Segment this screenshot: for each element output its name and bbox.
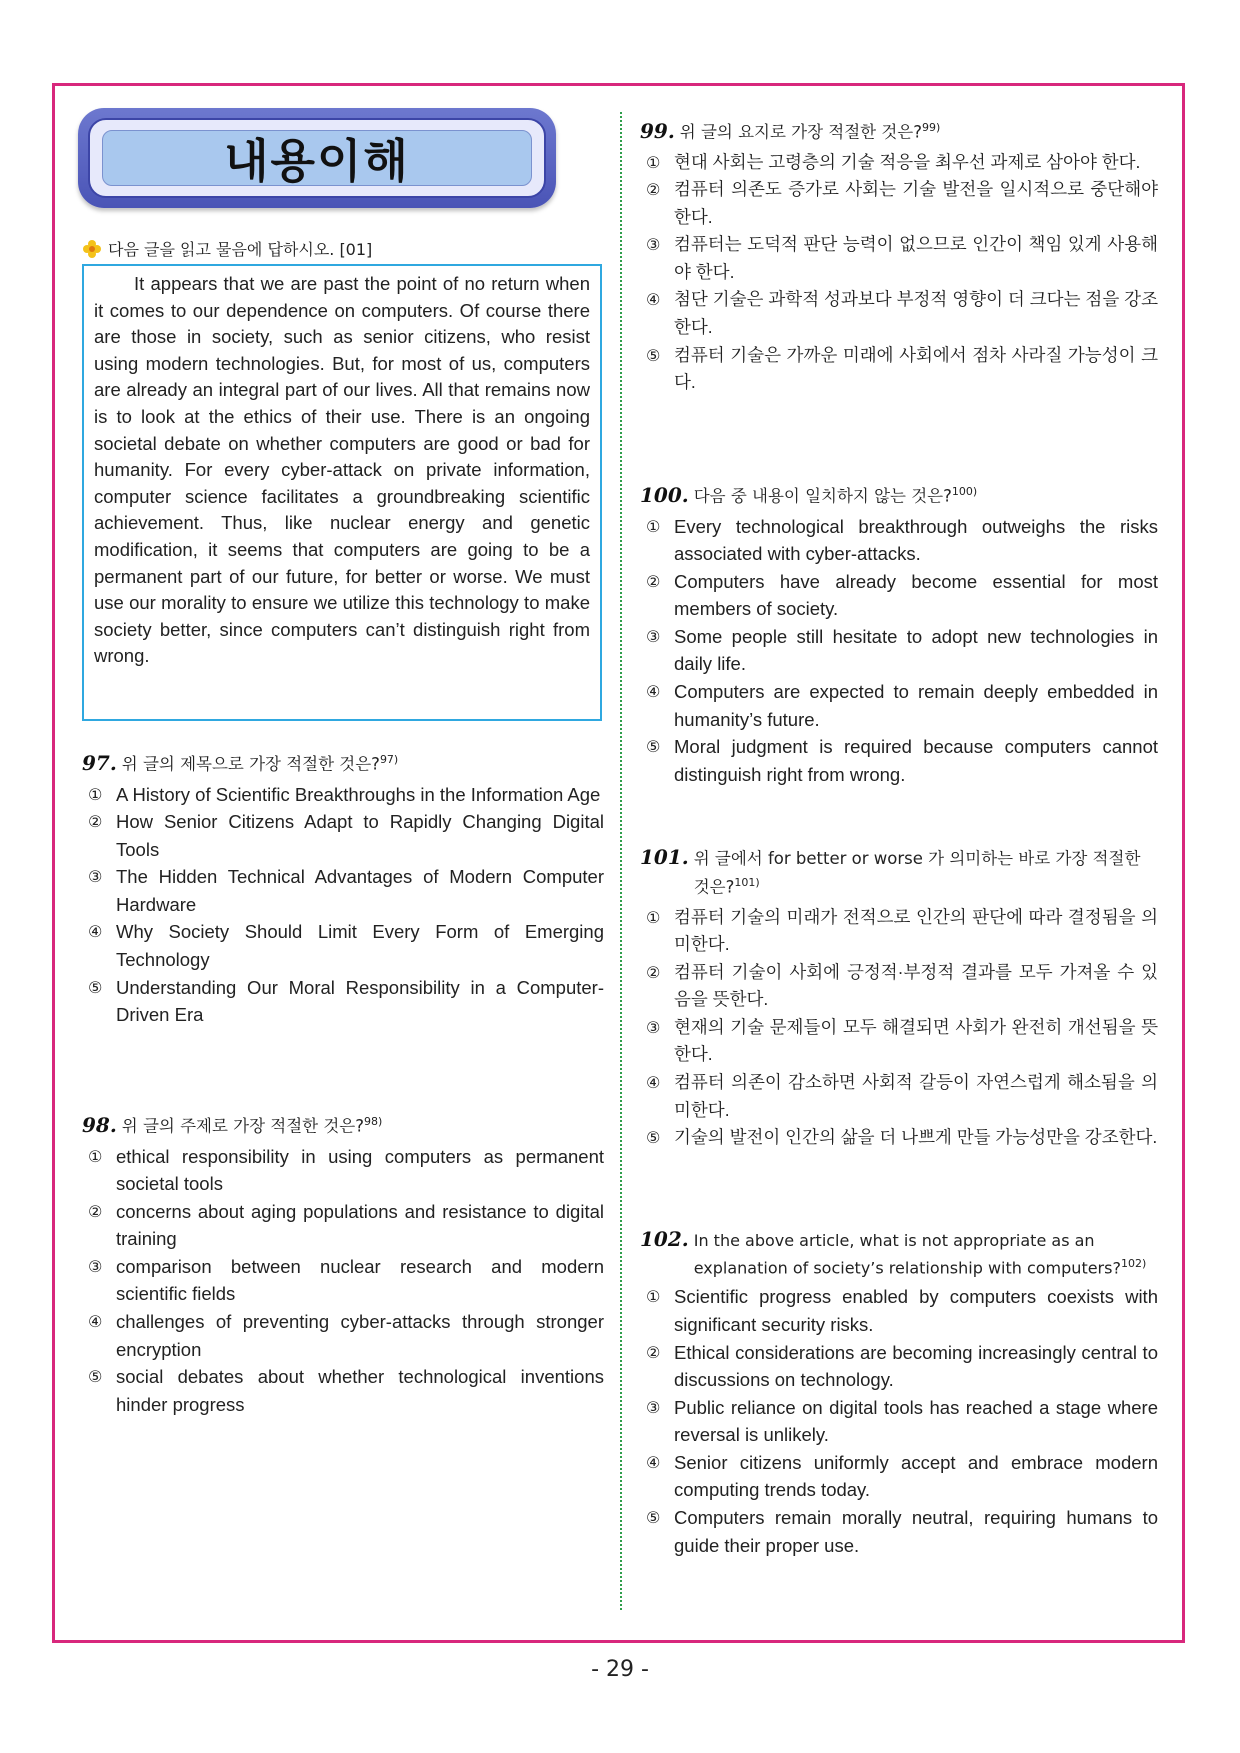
option-mark: ⑤ xyxy=(646,1508,661,1528)
section-title: 내용이해 xyxy=(224,134,410,188)
question-number: 99. xyxy=(640,118,675,143)
column-divider xyxy=(620,112,622,1610)
option-mark: ⑤ xyxy=(88,977,103,997)
option-text: challenges of preventing cyber-attacks through stronger encryption xyxy=(116,1311,604,1360)
option-2[interactable] xyxy=(640,1339,1158,1394)
option-3[interactable] xyxy=(640,1394,1158,1449)
passage-box xyxy=(82,264,602,721)
option-mark: ② xyxy=(646,1342,661,1362)
question-text: In the above article, what is not appropriate as an explanation of society’s relationship with computers? xyxy=(693,1231,1121,1278)
option-text: 컴퓨터 기술은 가까운 미래에 사회에서 점차 사라질 가능성이 크다. xyxy=(674,344,1158,393)
option-3[interactable] xyxy=(82,863,604,918)
option-text: 컴퓨터 기술이 사회에 긍정적·부정적 결과를 모두 가져올 수 있음을 뜻한다. xyxy=(674,961,1158,1010)
option-mark: ② xyxy=(646,962,661,982)
question-97 xyxy=(82,748,604,1029)
option-mark: ② xyxy=(88,1201,103,1221)
question-102 xyxy=(640,1228,1158,1559)
instruction xyxy=(82,237,372,260)
option-list xyxy=(82,1143,604,1419)
instruction-text: 다음 글을 읽고 물음에 답하시오. [01] xyxy=(108,240,373,259)
footnote-marker: 100) xyxy=(951,485,978,498)
option-1[interactable] xyxy=(640,904,1158,959)
option-4[interactable] xyxy=(82,1308,604,1363)
option-4[interactable] xyxy=(640,678,1158,733)
footnote-marker: 101) xyxy=(734,876,760,889)
option-mark: ④ xyxy=(646,1073,661,1093)
option-list xyxy=(640,904,1158,1152)
option-text: Why Society Should Limit Every Form of Emerging Technology xyxy=(116,921,604,971)
footnote-marker: 102) xyxy=(1120,1257,1147,1270)
question-text: 위 글의 주제로 가장 적절한 것은? xyxy=(121,1116,364,1136)
option-mark: ① xyxy=(88,784,103,804)
option-2[interactable] xyxy=(640,176,1158,231)
option-mark: ④ xyxy=(646,1452,661,1472)
footnote-marker: 99) xyxy=(922,121,941,134)
question-stem xyxy=(82,748,604,777)
question-text: 다음 중 내용이 일치하지 않는 것은? xyxy=(693,486,952,506)
section-title-core xyxy=(102,130,532,186)
option-5[interactable] xyxy=(640,1504,1158,1559)
section-title-inner xyxy=(88,118,546,198)
option-text: Computers are expected to remain deeply embedded in humanity’s future. xyxy=(674,681,1158,730)
option-text: ethical responsibility in using computers as permanent societal tools xyxy=(116,1145,604,1195)
option-1[interactable] xyxy=(640,149,1158,177)
option-4[interactable] xyxy=(640,1069,1158,1124)
option-text: How Senior Citizens Adapt to Rapidly Changing Digital Tools xyxy=(116,811,604,860)
option-text: comparison between nuclear research and modern scientific fields xyxy=(116,1255,604,1305)
option-text: Public reliance on digital tools has reached a stage where reversal is unlikely. xyxy=(674,1396,1158,1446)
question-stem xyxy=(640,845,1158,900)
option-text: 컴퓨터 의존도 증가로 사회는 기술 발전을 일시적으로 중단해야 한다. xyxy=(674,179,1158,227)
option-mark: ② xyxy=(646,180,661,200)
question-stem xyxy=(640,1228,1158,1279)
option-3[interactable] xyxy=(640,623,1158,678)
question-101 xyxy=(640,845,1158,1152)
option-mark: ⑤ xyxy=(646,1128,661,1148)
question-number: 98. xyxy=(82,1112,117,1137)
option-text: concerns about aging populations and resistance to digital training xyxy=(116,1200,604,1250)
option-5[interactable] xyxy=(640,342,1158,397)
question-text: 위 글의 요지로 가장 적절한 것은? xyxy=(679,122,922,142)
option-list xyxy=(640,1283,1158,1559)
option-3[interactable] xyxy=(640,1014,1158,1069)
option-4[interactable] xyxy=(640,286,1158,341)
option-text: 기술의 발전이 인간의 삶을 더 나쁘게 만들 가능성만을 강조한다. xyxy=(674,1127,1158,1148)
question-text: 위 글의 제목으로 가장 적절한 것은? xyxy=(121,754,380,774)
question-number: 100. xyxy=(640,482,689,507)
passage-text: It appears that we are past the point of no return when it comes to our dependence on computers. Of course there are those in society, such as senior citizens, who resist using modern technologies. But, for most of us, computers are already an integral part of our lives. All that remains now is to look at the ethics of their use. There is an ongoing societal debate on whether computers are good or bad for humanity. For every cyber-attack on private information, computer science facilitates a groundbreaking scientific achievement. Thus, like nuclear energy and genetic modification, it seems that computers are going to be a permanent part of our future, for better or worse. We must use our morality to ensure we utilize this technology to make society better, since computers can’t distinguish right from wrong. xyxy=(94,273,590,667)
page-number: - 29 - xyxy=(591,1657,649,1682)
option-text: 컴퓨터 의존이 감소하면 사회적 갈등이 자연스럽게 해소됨을 의미한다. xyxy=(674,1072,1158,1120)
option-mark: ④ xyxy=(88,922,103,942)
option-text: Understanding Our Moral Responsibility in a Computer-Driven Era xyxy=(116,976,604,1026)
option-mark: ③ xyxy=(646,235,661,255)
option-mark: ⑤ xyxy=(88,1367,103,1387)
question-stem xyxy=(640,480,1158,509)
option-mark: ① xyxy=(646,1287,661,1307)
option-1[interactable] xyxy=(640,513,1158,568)
question-number: 101. xyxy=(640,845,689,869)
question-number: 97. xyxy=(82,750,117,775)
option-text: 컴퓨터는 도덕적 판단 능력이 없으므로 인간이 책임 있게 사용해야 한다. xyxy=(674,234,1158,282)
option-5[interactable] xyxy=(82,974,604,1029)
option-mark: ⑤ xyxy=(646,345,661,365)
option-1[interactable] xyxy=(82,781,604,809)
option-text: Moral judgment is required because computers cannot distinguish right from wrong. xyxy=(674,736,1158,785)
option-mark: ③ xyxy=(88,1256,103,1276)
question-stem xyxy=(640,116,1158,145)
option-text: Every technological breakthrough outweighs the risks associated with cyber-attacks. xyxy=(674,515,1158,565)
option-text: 첨단 기술은 과학적 성과보다 부정적 영향이 더 크다는 점을 강조한다. xyxy=(674,289,1158,338)
option-list xyxy=(640,149,1158,397)
option-2[interactable] xyxy=(640,959,1158,1014)
section-title-badge xyxy=(78,108,556,208)
option-3[interactable] xyxy=(640,231,1158,286)
question-99 xyxy=(640,116,1158,397)
option-mark: ④ xyxy=(646,290,661,310)
option-mark: ① xyxy=(88,1146,103,1166)
option-2[interactable] xyxy=(82,808,604,863)
option-text: 컴퓨터 기술의 미래가 전적으로 인간의 판단에 따라 결정됨을 의미한다. xyxy=(674,906,1158,955)
question-100 xyxy=(640,480,1158,788)
option-1[interactable] xyxy=(640,1283,1158,1338)
option-mark: ③ xyxy=(88,867,103,887)
option-mark: ② xyxy=(646,571,661,591)
option-mark: ⑤ xyxy=(646,737,661,757)
option-mark: ③ xyxy=(646,1017,661,1037)
option-mark: ③ xyxy=(646,626,661,646)
option-5[interactable] xyxy=(640,733,1158,788)
option-text: The Hidden Technical Advantages of Modern Computer Hardware xyxy=(116,866,604,915)
option-mark: ① xyxy=(646,152,661,172)
option-text: Some people still hesitate to adopt new technologies in daily life. xyxy=(674,625,1158,675)
option-mark: ① xyxy=(646,516,661,536)
option-list xyxy=(82,781,604,1029)
option-mark: ④ xyxy=(646,682,661,702)
option-text: Ethical considerations are becoming increasingly central to discussions on technology. xyxy=(674,1341,1158,1391)
option-4[interactable] xyxy=(82,918,604,973)
option-text: Scientific progress enabled by computers coexists with significant security risks. xyxy=(674,1286,1158,1335)
option-3[interactable] xyxy=(82,1253,604,1308)
option-4[interactable] xyxy=(640,1449,1158,1504)
option-5[interactable] xyxy=(82,1363,604,1418)
flower-icon xyxy=(82,239,102,259)
option-text: A History of Scientific Breakthroughs in the Information Age xyxy=(116,783,601,805)
option-text: Senior citizens uniformly accept and embrace modern computing trends today. xyxy=(674,1451,1158,1501)
option-2[interactable] xyxy=(640,568,1158,623)
option-list xyxy=(640,513,1158,789)
question-98 xyxy=(82,1110,604,1418)
footnote-marker: 97) xyxy=(379,753,399,766)
option-text: social debates about whether technological inventions hinder progress xyxy=(116,1366,604,1415)
option-text: 현대 사회는 고령층의 기술 적응을 최우선 과제로 삼아야 한다. xyxy=(674,151,1141,172)
option-mark: ④ xyxy=(88,1312,103,1332)
option-mark: ③ xyxy=(646,1397,661,1417)
footnote-marker: 98) xyxy=(364,1115,383,1128)
option-5[interactable] xyxy=(640,1124,1158,1152)
question-stem xyxy=(82,1110,604,1139)
option-text: 현재의 기술 문제들이 모두 해결되면 사회가 완전히 개선됨을 뜻한다. xyxy=(674,1016,1158,1065)
option-mark: ① xyxy=(646,907,661,927)
question-number: 102. xyxy=(640,1227,689,1251)
option-text: Computers have already become essential for most members of society. xyxy=(674,570,1158,620)
option-1[interactable] xyxy=(82,1143,604,1198)
option-text: Computers remain morally neutral, requiring humans to guide their proper use. xyxy=(674,1507,1158,1556)
option-2[interactable] xyxy=(82,1198,604,1253)
question-text: 위 글에서 for better or worse 가 의미하는 바로 가장 적절한 것은? xyxy=(693,849,1141,897)
option-mark: ② xyxy=(88,812,103,832)
